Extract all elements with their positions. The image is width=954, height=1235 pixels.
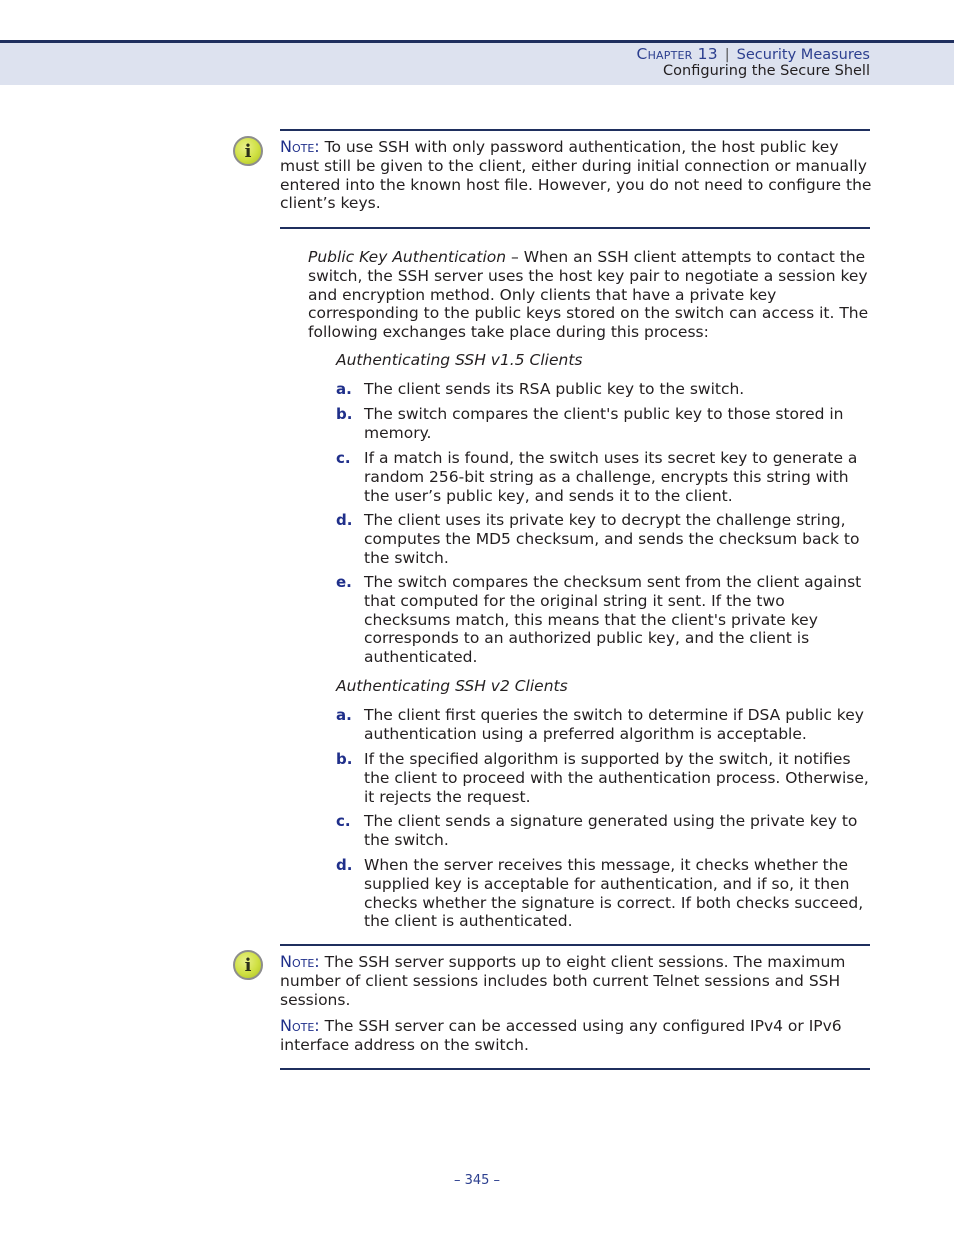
note1-text: To use SSH with only password authentication, the host public key must still be given to the client, either during initial connection or manually entered into the known host file. However, you do not need to configure the client’s keys.: [280, 138, 872, 213]
note3: [280, 1017, 872, 1055]
list-item: c. The client sends a signature generated using the private key to the switch.: [336, 812, 858, 849]
note1-label: Note:: [280, 137, 320, 156]
chapter-label: Chapter 13: [636, 45, 718, 63]
note3-label: Note:: [280, 1016, 320, 1035]
pka-paragraph: [308, 248, 872, 342]
list-item: d. The client uses its private key to decrypt the challenge string, computes the MD5 checksum, and sends the checksum back to the switch.: [336, 511, 860, 567]
note-info-icon: i: [233, 136, 263, 166]
note1: [280, 138, 872, 213]
note2-label: Note:: [280, 952, 320, 971]
header-chapter-line: [637, 45, 870, 63]
running-header: [0, 43, 954, 85]
note2-top-rule: [280, 944, 870, 946]
note3-text: The SSH server can be accessed using any configured IPv4 or IPv6 interface address on the switch.: [280, 1017, 842, 1054]
section-title: Security Measures: [736, 47, 870, 63]
list-item: b. If the specified algorithm is supported by the switch, it notifies the client to proceed with the authentication process. Otherwise, it rejects the request.: [336, 750, 869, 806]
note2-text: The SSH server supports up to eight client sessions. The maximum number of client sessions includes both current Telnet sessions and SSH sessions.: [280, 953, 846, 1009]
header-separator: |: [724, 47, 730, 63]
v15-heading: Authenticating SSH v1.5 Clients: [336, 351, 583, 369]
list-item: a. The client sends its RSA public key to the switch.: [336, 380, 745, 398]
note2: [280, 953, 872, 1009]
list-item: e. The switch compares the checksum sent from the client against that computed for the original string it sent. If the two checksums match, this means that the client's private key corresponds to an authorized public key, and the client is authenticated.: [336, 573, 862, 667]
list-item: b. The switch compares the client's public key to those stored in memory.: [336, 405, 844, 442]
list-item: d. When the server receives this message, it checks whether the supplied key is acceptable for authentication, and if so, it then checks whether the signature is correct. If both checks succeed, the client is authenticated.: [336, 856, 864, 931]
subsection-title: Configuring the Secure Shell: [663, 63, 870, 79]
list-item: c. If a match is found, the switch uses its secret key to generate a random 256-bit string as a challenge, encrypts this string with the user’s public key, and sends it to the client.: [336, 449, 858, 505]
note-bottom-rule: [280, 1068, 870, 1070]
note1-top-rule: [280, 129, 870, 131]
note1-bottom-rule: [280, 227, 870, 229]
pka-text: – When an SSH client attempts to contact the switch, the SSH server uses the host key pair to negotiate a session key and encryption method. Only clients that have a private key corresponding to the public keys stored on the switch can access it. The following exchanges take place during this process:: [308, 248, 869, 342]
v2-heading: Authenticating SSH v2 Clients: [336, 677, 568, 695]
note-info-icon: i: [233, 950, 263, 980]
list-item: a. The client first queries the switch to determine if DSA public key authentication using a preferred algorithm is acceptable.: [336, 706, 864, 743]
page-number: – 345 –: [453, 1173, 501, 1188]
pka-title: Public Key Authentication: [308, 248, 507, 266]
